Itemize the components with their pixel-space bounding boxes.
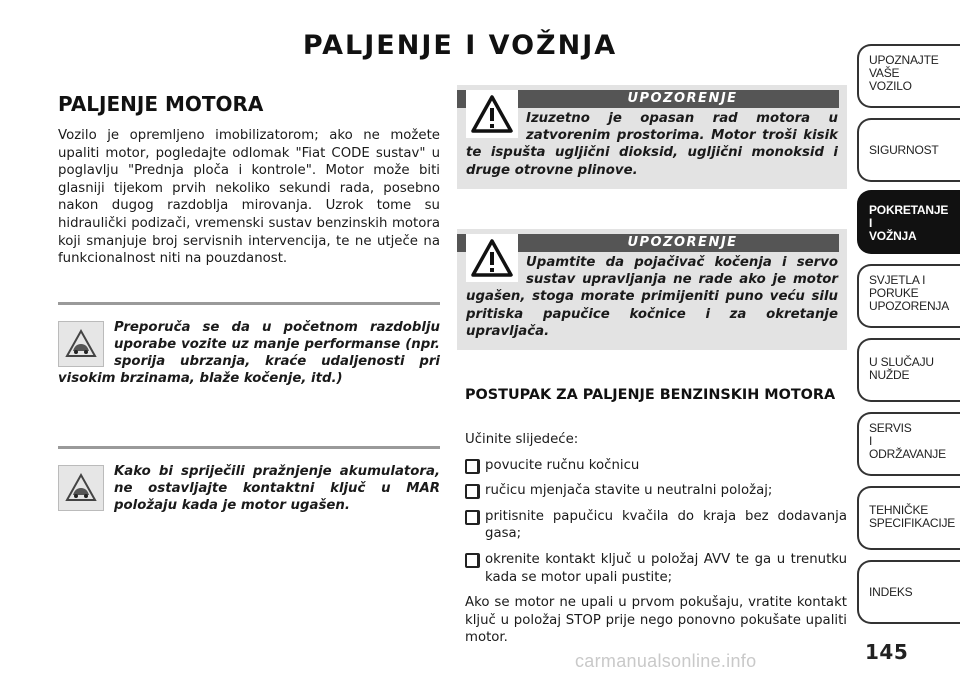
warning-label: UPOZORENJE <box>457 234 839 252</box>
tab-svjetla-i-poruke-upozorenja[interactable]: SVJETLA I PORUKE UPOZORENJA <box>857 264 960 328</box>
section-heading-petrol-start: POSTUPAK ZA PALJENJE BENZINSKIH MOTORA <box>465 387 836 403</box>
note-box <box>58 446 440 514</box>
note-box <box>58 302 440 387</box>
procedure-intro: Učinite slijedeće: <box>465 432 579 447</box>
car-note-icon <box>58 321 104 367</box>
warning-box <box>457 229 847 350</box>
note-text: Preporuča se da u početnom razdoblju uporabe vozite uz manje performanse (npr. sporija ubrzanja, kraće udaljenosti pri visokim brzinama, blaže kočenje, itd.) <box>58 320 440 386</box>
list-item: pritisnite papučicu kvačila do kraja bez dodavanja gasa; <box>465 508 847 543</box>
car-note-icon <box>58 465 104 511</box>
checkbox-bullet-icon <box>465 510 480 525</box>
engine-start-paragraph: Vozilo je opremljeno imobilizatorom; ako ne možete upaliti motor, pogledajte odlomak "Fiat CODE sustav" u poglavlju "Prednja ploča i kontrole". Motor može biti glasniji tijekom prvih nekoliko sekundi rada, posebno nakon dugog razdoblja mirovanja. Uzrok tome su hidraulički podizači, vremenski sustav benzinskih motora koji smanjuje broj servisnih intervencija, te ne utječe na funkcionalnost niti na pouzdanost. <box>58 128 440 267</box>
checkbox-bullet-icon <box>465 484 480 499</box>
warning-label: UPOZORENJE <box>457 90 839 108</box>
procedure-list <box>465 457 847 587</box>
list-item: povucite ručnu kočnicu <box>465 457 847 475</box>
warning-triangle-icon <box>466 234 518 282</box>
procedure <box>465 431 847 655</box>
tab-tehnicke-specifikacije[interactable]: TEHNIČKE SPECIFIKACIJE <box>857 486 960 550</box>
chapter-tabs <box>857 0 960 677</box>
warning-triangle-icon <box>466 90 518 138</box>
section-heading-engine-start: PALJENJE MOTORA <box>58 92 264 116</box>
tab-pokretanje-i-voznja[interactable]: POKRETANJE I VOŽNJA <box>857 190 960 254</box>
page-title: PALJENJE I VOŽNJA <box>302 30 618 61</box>
tab-servis-i-odrzavanje[interactable]: SERVIS I ODRŽAVANJE <box>857 412 960 476</box>
list-item: okrenite kontakt ključ u položaj AVV te ga u trenutku kada se motor upali pustite; <box>465 551 847 586</box>
checkbox-bullet-icon <box>465 553 480 568</box>
tab-indeks[interactable]: INDEKS <box>857 560 960 624</box>
tab-sigurnost[interactable]: SIGURNOST <box>857 118 960 182</box>
list-item: ručicu mjenjača stavite u neutralni položaj; <box>465 482 847 500</box>
watermark: carmanualsonline.info <box>575 651 757 671</box>
tab-upoznajte-vase-vozilo[interactable]: UPOZNAJTE VAŠE VOZILO <box>857 44 960 108</box>
note-text: Kako bi spriječili pražnjenje akumulatora, ne ostavljajte kontaktni ključ u MAR položaju kada je motor ugašen. <box>114 464 440 513</box>
tab-u-slucaju-nuzde[interactable]: U SLUČAJU NUŽDE <box>857 338 960 402</box>
checkbox-bullet-icon <box>465 459 480 474</box>
page-number: 145 <box>865 640 909 664</box>
warning-box <box>457 85 847 189</box>
warning-text: Upamtite da pojačivač kočenja i servo sustav upravljanja ne rade ako je motor ugašen, stoga morate primijeniti puno veću silu pritiska papučice kočnice i za okretanje upravljača. <box>466 255 838 339</box>
warning-text: Izuzetno je opasan rad motora u zatvorenim prostorima. Motor troši kisik te ispušta ugljični dioksid, ugljični monoksid i druge otrovne plinove. <box>466 111 838 178</box>
procedure-closing: Ako se motor ne upali u prvom pokušaju, vratite kontakt ključ u položaj STOP prije nego ponovno pokušate upaliti motor. <box>465 595 847 646</box>
